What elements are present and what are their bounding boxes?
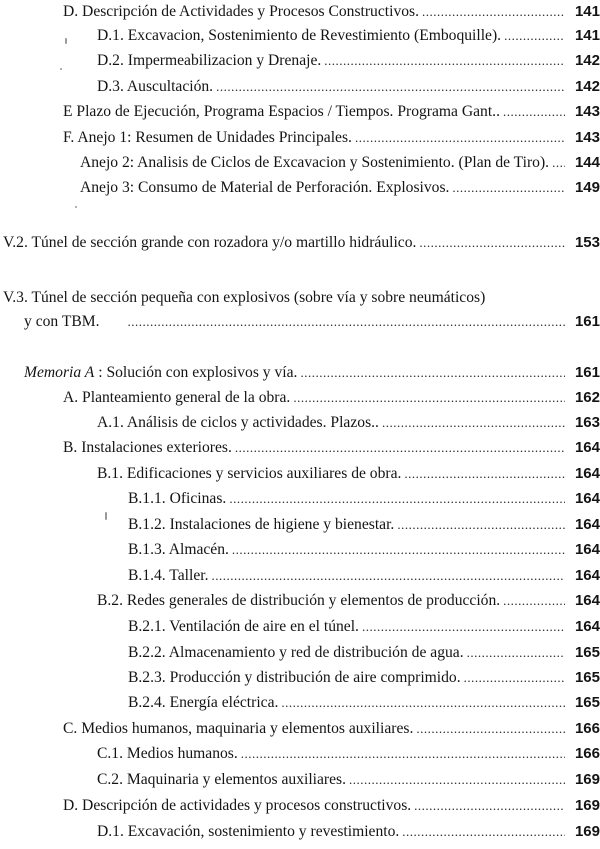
toc-entry-page: 163 [574, 414, 600, 431]
toc-leader-dots [422, 1, 565, 23]
toc-entry [63, 437, 600, 459]
toc-entry-page: 143 [574, 103, 600, 120]
toc-leader-dots [241, 743, 565, 765]
toc-entry [63, 387, 600, 409]
toc-entry-page: 166 [574, 720, 600, 737]
toc-leader-dots [552, 152, 565, 174]
toc-entry-page: 164 [574, 592, 600, 609]
toc-entry [80, 177, 600, 199]
toc-entry-label: V.3. Túnel de sección pequeña con explosivos (sobre vía y sobre neumáticos) [3, 289, 486, 306]
toc-entry [3, 232, 600, 254]
toc-leader-dots [503, 101, 565, 123]
toc-entry-label: D.2. Impermeabilizacion y Drenaje. [97, 52, 322, 69]
toc-entry-label: C.1. Medios humanos. [97, 745, 238, 762]
toc-leader-dots [362, 616, 565, 638]
toc-entry-label: V.2. Túnel de sección grande con rozadora y/o martillo hidráulico. [3, 234, 417, 251]
toc-entry-page: 164 [574, 618, 600, 635]
toc-entry-label: B.1.3. Almacén. [128, 541, 229, 558]
toc-leader-dots [128, 311, 565, 333]
toc-leader-dots [216, 76, 565, 98]
scan-speck [65, 38, 67, 44]
toc-entry-page: 144 [574, 154, 600, 171]
toc-entry-label: y con TBM. [24, 313, 100, 330]
toc-leader-dots [324, 50, 565, 72]
toc-entry-page: 164 [574, 541, 600, 558]
toc-entry [97, 463, 600, 485]
toc-entry [128, 692, 600, 714]
scan-speck [105, 512, 107, 520]
toc-entry-label: C.2. Maquinaria y elementos auxiliares. [97, 771, 346, 788]
toc-entry-label: B.2.1. Ventilación de aire en el túnel. [128, 618, 359, 635]
toc-entry-page: 142 [574, 52, 600, 69]
toc-entry [128, 539, 600, 561]
toc-entry-page: 161 [574, 364, 600, 381]
toc-entry-label: D.3. Auscultación. [97, 78, 214, 95]
toc-entry [24, 311, 600, 333]
scan-speck [60, 68, 62, 70]
toc-entry-page: 165 [574, 644, 600, 661]
toc-entry-page: 164 [574, 465, 600, 482]
toc-entry [80, 152, 600, 174]
toc-entry-label: A.1. Análisis de ciclos y actividades. Plazos.. [97, 414, 379, 431]
toc-entry-label: E Plazo de Ejecución, Programa Espacios / Tiempos. Programa Gant.. [63, 103, 500, 120]
toc-entry [128, 616, 600, 638]
toc-entry [97, 769, 600, 791]
toc-entry-page: 141 [574, 27, 600, 44]
toc-leader-dots [404, 463, 565, 485]
toc-entry-page: 143 [574, 129, 600, 146]
toc-entry-page: 141 [574, 3, 600, 20]
toc-entry-page: 164 [574, 490, 600, 507]
toc-entry-label: D.1. Excavación, sostenimiento y revestimiento. [97, 823, 400, 840]
toc-entry-label: Anejo 2: Analisis de Ciclos de Excavacion y Sostenimiento. (Plan de Tiro). [80, 154, 550, 171]
toc-leader-dots [232, 539, 565, 561]
toc-leader-dots [402, 821, 565, 843]
toc-entry-label: A. Planteamiento general de la obra. [63, 389, 291, 406]
toc-entry [128, 565, 600, 587]
toc-entry [63, 101, 600, 123]
toc-entry [128, 514, 600, 536]
toc-entry [63, 795, 600, 817]
toc-entry-page: 169 [574, 797, 600, 814]
scan-speck [75, 206, 77, 208]
toc-leader-dots [235, 437, 565, 459]
toc-entry [97, 412, 600, 434]
toc-entry [24, 362, 600, 384]
toc-entry [128, 667, 600, 689]
toc-leader-dots [281, 692, 565, 714]
toc-entry [63, 1, 600, 23]
toc-entry-label: B.2. Redes generales de distribución y elementos de producción. [97, 592, 501, 609]
toc-entry-label: B.2.2. Almacenamiento y red de distribución de agua. [128, 644, 464, 661]
toc-leader-dots [416, 718, 565, 740]
toc-entry-label-italic: Memoria A [24, 364, 95, 381]
toc-leader-dots [349, 769, 565, 791]
toc-entry [97, 76, 600, 98]
toc-leader-dots [467, 642, 565, 664]
toc-leader-dots [397, 514, 565, 536]
toc-entry-label: C. Medios humanos, maquinaria y elementos auxiliares. [63, 720, 414, 737]
toc-entry-label: B.1.1. Oficinas. [128, 490, 227, 507]
toc-entry [97, 50, 600, 72]
toc-entry-label: B. Instalaciones exteriores. [63, 439, 232, 456]
toc-entry-label: B.1. Edificaciones y servicios auxiliares de obra. [97, 465, 402, 482]
toc-entry-label-rest: : Solución con explosivos y vía. [94, 364, 298, 381]
toc-leader-dots [229, 488, 565, 510]
toc-entry-page: 169 [574, 823, 600, 840]
toc-entry-page: 165 [574, 694, 600, 711]
toc-leader-dots [382, 412, 565, 434]
toc-entry-label: B.1.4. Taller. [128, 567, 209, 584]
toc-entry-label: D. Descripción de actividades y procesos constructivos. [63, 797, 412, 814]
toc-entry [97, 25, 600, 47]
toc-entry-page: 164 [574, 516, 600, 533]
toc-entry-label: F. Anejo 1: Resumen de Unidades Principales. [63, 129, 352, 146]
toc-entry-page: 169 [574, 771, 600, 788]
toc-entry-page: 164 [574, 567, 600, 584]
toc-leader-dots [503, 590, 565, 612]
toc-entry-label: D. Descripción de Actividades y Procesos Constructivos. [63, 3, 419, 20]
toc-entry-label: D.1. Excavacion, Sostenimiento de Revestimiento (Emboquille). [97, 27, 502, 44]
toc-entry [63, 718, 600, 740]
toc-entry-label: B.2.4. Energía eléctrica. [128, 694, 279, 711]
toc-leader-dots [293, 387, 565, 409]
toc-leader-dots [211, 565, 565, 587]
toc-entry-label: B.2.3. Producción y distribución de aire comprimido. [128, 669, 461, 686]
toc-entry [97, 743, 600, 765]
toc-entry-page: 153 [574, 234, 600, 251]
toc-entry-page: 142 [574, 78, 600, 95]
toc-entry-page: 164 [574, 439, 600, 456]
toc-entry [97, 590, 600, 612]
toc-leader-dots [414, 795, 565, 817]
toc-entry [128, 642, 600, 664]
toc-entry-label: B.1.2. Instalaciones de higiene y bienestar. [128, 516, 395, 533]
toc-leader-dots [464, 667, 565, 689]
toc-entry-page: 161 [574, 313, 600, 330]
toc-entry-page: 149 [574, 179, 600, 196]
toc-leader-dots [419, 232, 565, 254]
toc-leader-dots [355, 127, 565, 149]
toc-leader-dots [300, 362, 565, 384]
toc-entry-page: 162 [574, 389, 600, 406]
toc-entry-label: Anejo 3: Consumo de Material de Perforación. Explosivos. [80, 179, 450, 196]
toc-entry [128, 488, 600, 510]
toc-entry-page: 165 [574, 669, 600, 686]
toc-leader-dots [504, 25, 565, 47]
toc-entry [97, 821, 600, 843]
toc-entry-label [24, 362, 300, 384]
toc-entry-page: 166 [574, 745, 600, 762]
toc-entry [63, 127, 600, 149]
toc-leader-dots [452, 177, 565, 199]
